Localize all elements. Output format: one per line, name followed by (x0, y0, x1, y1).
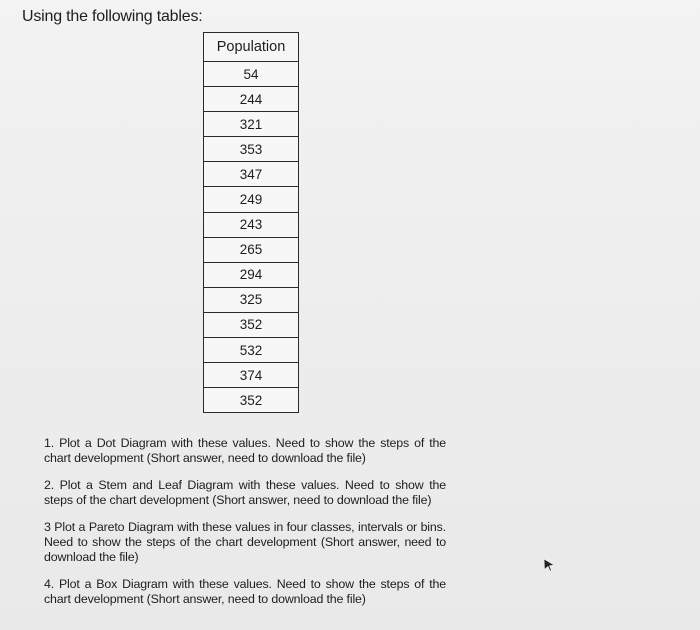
table-cell: 294 (204, 262, 299, 287)
table-cell: 321 (204, 112, 299, 137)
table-row (204, 137, 299, 162)
table-cell: 243 (204, 212, 299, 237)
table-row (204, 237, 299, 262)
table-row (204, 363, 299, 388)
table-cell: 353 (204, 137, 299, 162)
table-cell: 249 (204, 187, 299, 212)
question-box-diagram: 4. Plot a Box Diagram with these values. Need to show the steps of the chart development (Short answer, need to download the file) (44, 577, 446, 606)
page-heading: Using the following tables: (22, 8, 203, 25)
question-pareto-diagram: 3 Plot a Pareto Diagram with these values in four classes, intervals or bins. Need to show the steps of the chart development (Short answer, need to download the file) (44, 520, 446, 564)
table-row (204, 62, 299, 87)
table-row (204, 287, 299, 312)
table-cell: 374 (204, 363, 299, 388)
table-cell: 347 (204, 162, 299, 187)
question-list (44, 436, 446, 619)
population-table (203, 32, 299, 413)
table-cell: 532 (204, 338, 299, 363)
table-row (204, 112, 299, 137)
table-cell: 244 (204, 87, 299, 112)
table-row (204, 162, 299, 187)
table-header-row (204, 33, 299, 62)
table-cell: 325 (204, 287, 299, 312)
question-stem-leaf-diagram: 2. Plot a Stem and Leaf Diagram with these values. Need to show the steps of the chart development (Short answer, need to download the file) (44, 478, 446, 507)
table-cell: 352 (204, 312, 299, 337)
population-column-header: Population (204, 33, 299, 62)
table-row (204, 187, 299, 212)
question-dot-diagram: 1. Plot a Dot Diagram with these values. Need to show the steps of the chart development (Short answer, need to download the file) (44, 436, 446, 465)
table-row (204, 312, 299, 337)
table-row (204, 338, 299, 363)
table-row (204, 212, 299, 237)
table-row (204, 262, 299, 287)
table-cell: 265 (204, 237, 299, 262)
table-row (204, 388, 299, 413)
table-cell: 352 (204, 388, 299, 413)
table-row (204, 87, 299, 112)
table-cell: 54 (204, 62, 299, 87)
